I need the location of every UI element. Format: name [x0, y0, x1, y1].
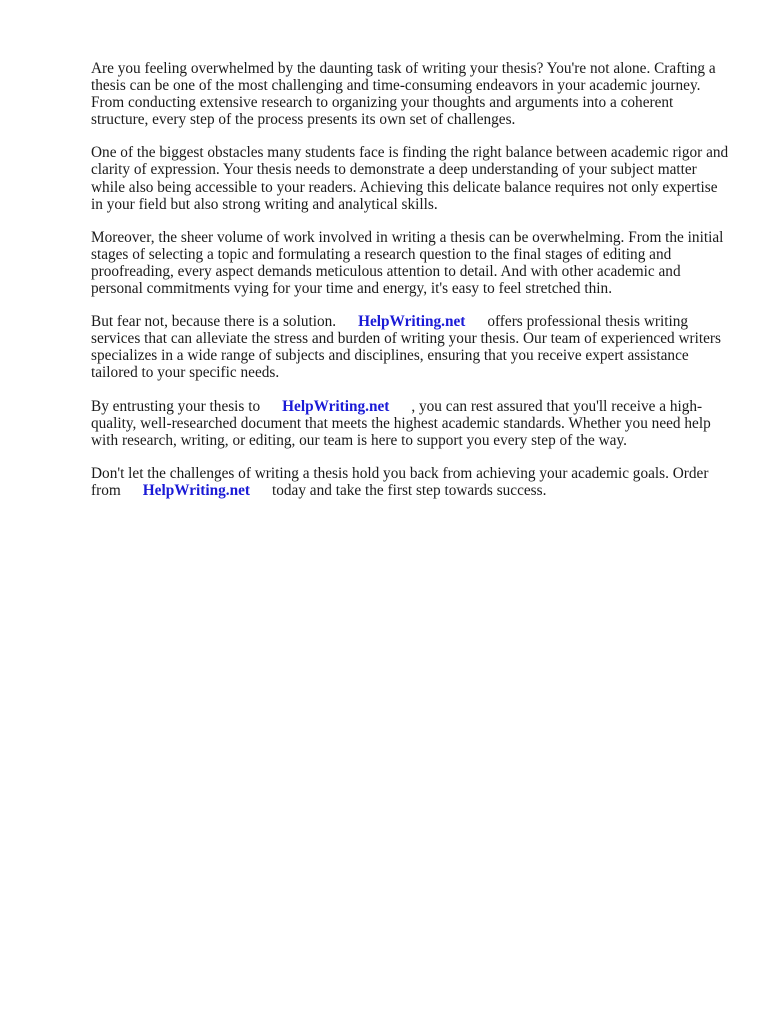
- paragraph-order-tail: today and take the first step towards success.: [271, 481, 547, 499]
- paragraph-volume: Moreover, the sheer volume of work involved in writing a thesis can be overwhelming. From the initial stages of selecting a topic and formulating a research question to the final stages of editing and proofreading, every aspect demands meticulous attention to detail. And with other academic and personal commitments vying for your time and energy, it's easy to feel stretched thin.: [91, 228, 724, 298]
- helpwriting-link[interactable]: HelpWriting.net: [358, 313, 466, 331]
- paragraph-solution-tail: offers professional thesis writing services that can alleviate the stress and burden of writing your thesis. Our team of experienced writers specializes in a wide range of subjects and disciplines, ensuring that you receive expert assistance tailored to your specific needs.: [91, 313, 721, 382]
- paragraph-entrust-tail: , you can rest assured that you'll receive a high-quality, well-researched document that meets the highest academic standards. Whether you need help with research, writing, or editing, our team is here to support you every step of the way.: [91, 397, 711, 449]
- helpwriting-link[interactable]: HelpWriting.net: [282, 397, 390, 415]
- paragraph-entrust: [91, 398, 731, 449]
- paragraph-entrust-lead: By entrusting your thesis to: [91, 397, 261, 415]
- helpwriting-link[interactable]: HelpWriting.net: [142, 481, 250, 499]
- paragraph-order: [91, 465, 731, 499]
- paragraph-solution: [91, 313, 731, 381]
- paragraph-solution-lead: But fear not, because there is a solution.: [91, 313, 337, 331]
- paragraph-intro: Are you feeling overwhelmed by the daunting task of writing your thesis? You're not alone. Crafting a thesis can be one of the most challenging and time-consuming endeavors in your academic journey. From conducting extensive research to organizing your thoughts and arguments into a coherent structure, every step of the process presents its own set of challenges.: [91, 60, 716, 129]
- document-body: [91, 60, 731, 515]
- paragraph-order-lead: Don't let the challenges of writing a thesis hold you back from achieving your academic goals. Order from: [91, 464, 709, 499]
- paragraph-balance: One of the biggest obstacles many students face is finding the right balance between academic rigor and clarity of expression. Your thesis needs to demonstrate a deep understanding of your subject matter while also being accessible to your readers. Achieving this delicate balance requires not only expertise in your field but also strong writing and analytical skills.: [91, 144, 729, 213]
